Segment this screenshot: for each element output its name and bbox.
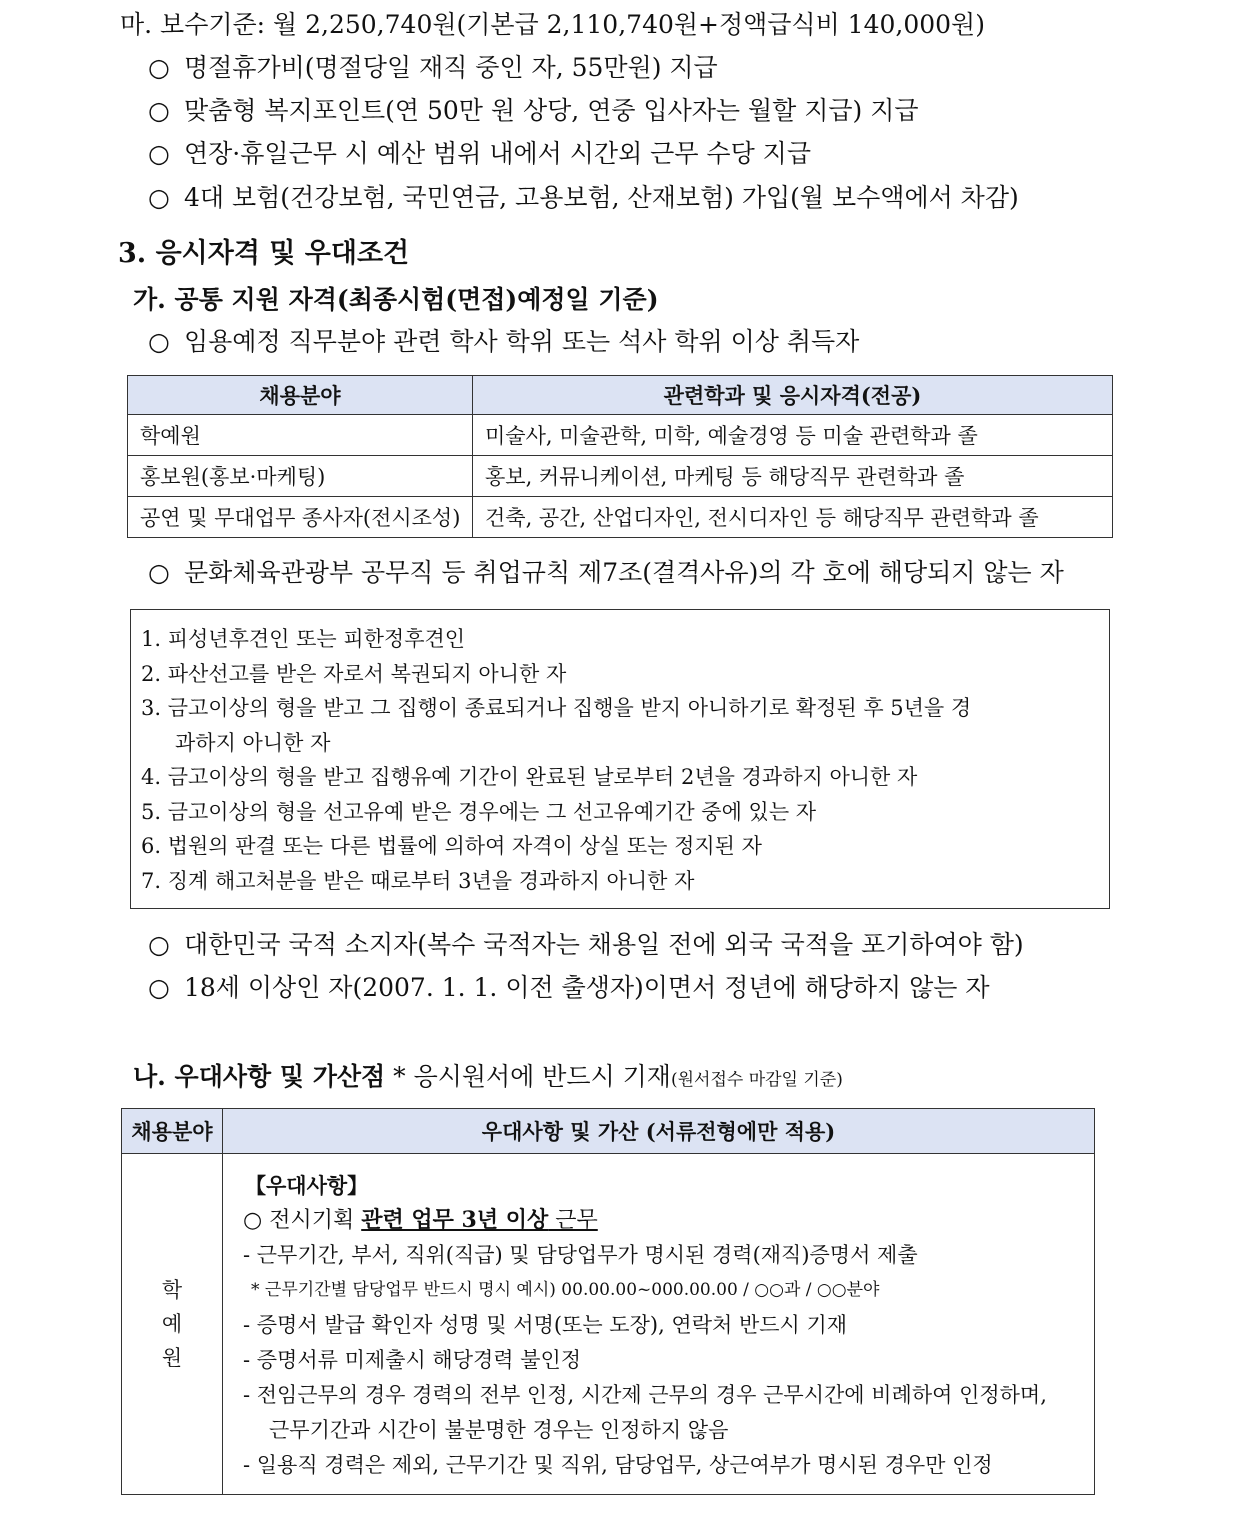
table-cell: 공연 및 무대업무 종사자(전시조성) xyxy=(128,497,473,538)
section-3-title: 3. 응시자격 및 우대조건 xyxy=(118,238,410,269)
table-row xyxy=(122,1154,1095,1495)
bullet-symbol: ○ xyxy=(148,53,170,82)
preference-title: 【우대사항】 xyxy=(245,1173,369,1198)
disqualification-box xyxy=(130,609,1110,909)
field-char: 예 xyxy=(161,1312,183,1336)
degree-requirement xyxy=(148,325,859,359)
field-char: 원 xyxy=(161,1346,183,1370)
column-header: 채용분야 xyxy=(128,376,473,415)
column-header: 관련학과 및 응시자격(전공) xyxy=(473,376,1113,415)
bullet-symbol: ○ xyxy=(148,973,170,1002)
list-item: 7. 징계 해고처분을 받은 때로부터 3년을 경과하지 아니한 자 xyxy=(141,868,695,893)
list-item: 5. 금고이상의 형을 선고유예 받은 경우에는 그 선고유예기간 중에 있는 자 xyxy=(141,799,817,824)
field-char: 학 xyxy=(161,1278,183,1302)
preference-item-suffix: 근무 xyxy=(548,1208,598,1233)
bullet-symbol: ○ xyxy=(148,183,170,212)
salary-bullet-4 xyxy=(148,181,1019,215)
preference-content xyxy=(223,1154,1095,1495)
table-cell: 홍보원(홍보·마케팅) xyxy=(128,456,473,497)
nationality-bullet xyxy=(148,928,1024,962)
table-row xyxy=(128,497,1113,538)
bullet-text: 임용예정 직무분야 관련 학사 학위 또는 석사 학위 이상 취득자 xyxy=(184,327,860,356)
preference-line: - 증명서류 미제출시 해당경력 불인정 xyxy=(243,1348,582,1372)
list-item: 4. 금고이상의 형을 받고 집행유예 기간이 완료된 날로부터 2년을 경과하지 아니한 자 xyxy=(141,765,918,789)
preference-item xyxy=(243,1203,1088,1238)
bullet-text: 18세 이상인 자(2007. 1. 1. 이전 출생자)이면서 정년에 해당하지 않는 자 xyxy=(184,973,990,1002)
bullet-symbol: ○ xyxy=(148,139,170,168)
section-a-title: 가. 공통 지원 자격(최종시험(면접)예정일 기준) xyxy=(133,285,659,314)
list-item: 1. 피성년후견인 또는 피한정후견인 xyxy=(141,627,466,651)
salary-heading: 마. 보수기준: 월 2,250,740원(기본급 2,110,740원+정액급식비 140,000원) xyxy=(120,10,985,39)
disqualification-bullet xyxy=(148,556,1064,590)
section-b-title xyxy=(133,1060,843,1097)
list-item: 6. 법원의 판결 또는 다른 법률에 의하여 자격이 상실 또는 정지된 자 xyxy=(141,834,762,858)
column-header: 우대사항 및 가산 (서류전형에만 적용) xyxy=(223,1109,1095,1154)
preference-line-continuation: 근무기간과 시간이 불분명한 경우는 인정하지 않음 xyxy=(269,1418,729,1442)
list-item: 2. 파산선고를 받은 자로서 복권되지 아니한 자 xyxy=(141,661,567,686)
table-row xyxy=(128,415,1113,456)
bullet-text: 문화체육관광부 공무직 등 취업규칙 제7조(결격사유)의 각 호에 해당되지 않는 자 xyxy=(184,558,1064,587)
salary-bullet-3 xyxy=(148,137,811,171)
section-b-title-main: 나. 우대사항 및 가산점 xyxy=(133,1062,386,1091)
table-cell: 홍보, 커뮤니케이션, 마케팅 등 해당직무 관련학과 졸 xyxy=(473,456,1113,497)
list-item-continuation: 과하지 아니한 자 xyxy=(175,730,331,755)
section-b-title-note: * 응시원서에 반드시 기재 xyxy=(385,1062,671,1091)
bullet-text: 4대 보험(건강보험, 국민연금, 고용보험, 산재보험) 가입(월 보수액에서 차감) xyxy=(184,183,1019,212)
bullet-symbol: ○ xyxy=(148,558,170,587)
column-header: 채용분야 xyxy=(122,1109,223,1154)
preference-item-emphasis: 관련 업무 3년 이상 xyxy=(361,1207,549,1233)
preference-note: * 근무기간별 담당업무 반드시 명시 예시) 00.00.00~000.00.00 / ○○과 / ○○분야 xyxy=(251,1280,880,1300)
salary-bullet-2 xyxy=(148,94,919,128)
preference-line: - 증명서 발급 확인자 성명 및 서명(또는 도장), 연락처 반드시 기재 xyxy=(243,1313,848,1337)
table-header-row xyxy=(128,376,1113,415)
major-requirements-table xyxy=(127,375,1113,538)
age-bullet xyxy=(148,971,990,1005)
bullet-symbol: ○ xyxy=(148,930,170,959)
preference-line: - 일용직 경력은 제외, 근무기간 및 직위, 담당업무, 상근여부가 명시된 경우만 인정 xyxy=(243,1453,993,1477)
bullet-symbol: ○ xyxy=(148,96,170,125)
bullet-symbol: ○ xyxy=(148,327,170,356)
bullet-text: 명절휴가비(명절당일 재직 중인 자, 55만원) 지급 xyxy=(184,53,718,82)
table-row xyxy=(128,456,1113,497)
bullet-text: 연장·휴일근무 시 예산 범위 내에서 시간외 근무 수당 지급 xyxy=(184,139,811,168)
table-cell: 학예원 xyxy=(128,415,473,456)
preference-item-prefix: ○ 전시기획 xyxy=(243,1208,362,1233)
field-cell xyxy=(122,1154,223,1495)
table-header-row xyxy=(122,1109,1095,1154)
section-b-title-small: (원서접수 마감일 기준) xyxy=(670,1070,843,1090)
preference-line: - 전임근무의 경우 경력의 전부 인정, 시간제 근무의 경우 근무시간에 비례하여 인정하며, xyxy=(243,1383,1047,1407)
preference-line: - 근무기간, 부서, 직위(직급) 및 담당업무가 명시된 경력(재직)증명서 제출 xyxy=(243,1243,918,1267)
preference-table xyxy=(121,1108,1095,1495)
bullet-text: 대한민국 국적 소지자(복수 국적자는 채용일 전에 외국 국적을 포기하여야 함) xyxy=(184,930,1024,959)
bullet-text: 맞춤형 복지포인트(연 50만 원 상당, 연중 입사자는 월할 지급) 지급 xyxy=(184,96,919,125)
table-cell: 미술사, 미술관학, 미학, 예술경영 등 미술 관련학과 졸 xyxy=(473,415,1113,456)
list-item: 3. 금고이상의 형을 받고 그 집행이 종료되거나 집행을 받지 아니하기로 확정된 후 5년을 경 xyxy=(141,696,972,720)
salary-bullet-1 xyxy=(148,51,718,85)
table-cell: 건축, 공간, 산업디자인, 전시디자인 등 해당직무 관련학과 졸 xyxy=(473,497,1113,538)
